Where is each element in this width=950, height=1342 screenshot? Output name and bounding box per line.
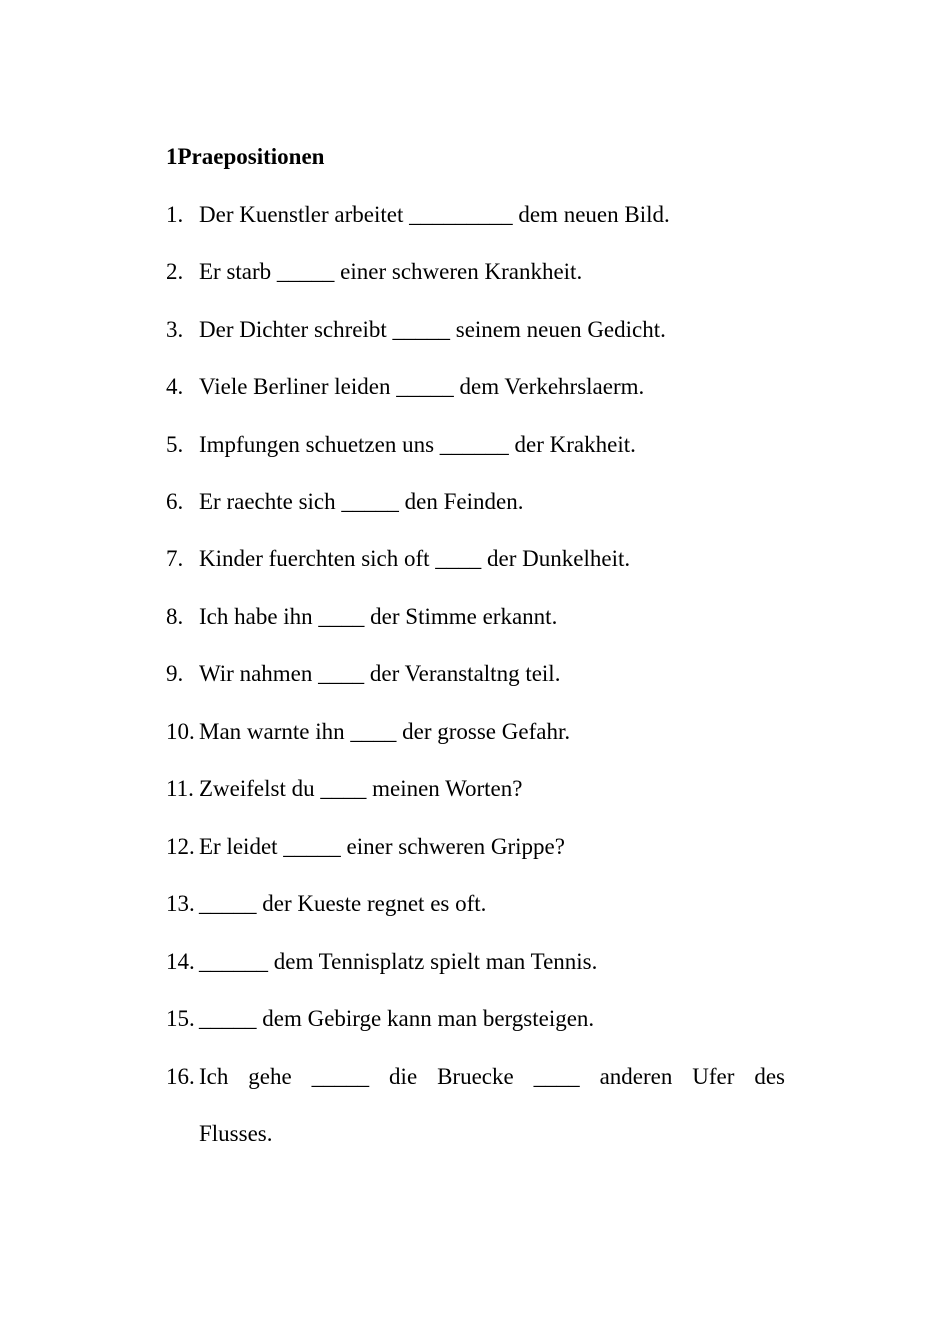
item-number: 14. — [166, 949, 195, 974]
exercise-item-16-continuation: Flusses. — [199, 1121, 273, 1146]
item-number: 13. — [166, 891, 195, 916]
item-number: 10. — [166, 719, 195, 744]
item-sentence: Zweifelst du ____ meinen Worten? — [199, 776, 523, 801]
item-sentence: Er leidet _____ einer schweren Grippe? — [199, 834, 565, 859]
item-number: 9. — [166, 661, 184, 686]
item-sentence: ______ dem Tennisplatz spielt man Tennis. — [199, 949, 598, 974]
item-number: 4. — [166, 374, 184, 399]
item-number: 5. — [166, 432, 184, 457]
item-sentence: Ich gehe _____ die Bruecke ____ anderen Ufer des — [199, 1064, 785, 1089]
item-number: 12. — [166, 834, 195, 859]
item-number: 7. — [166, 546, 184, 571]
item-sentence: _____ dem Gebirge kann man bergsteigen. — [199, 1006, 595, 1031]
item-sentence: Er raechte sich _____ den Feinden. — [199, 489, 524, 514]
item-sentence: Er starb _____ einer schweren Krankheit. — [199, 259, 583, 284]
item-number: 1. — [166, 202, 184, 227]
item-sentence: Ich habe ihn ____ der Stimme erkannt. — [199, 604, 558, 629]
item-sentence: _____ der Kueste regnet es oft. — [199, 891, 487, 916]
item-number: 15. — [166, 1006, 195, 1031]
item-number: 11. — [166, 776, 194, 801]
item-sentence: Wir nahmen ____ der Veranstaltng teil. — [199, 661, 561, 686]
item-number: 6. — [166, 489, 184, 514]
item-sentence: Der Dichter schreibt _____ seinem neuen Gedicht. — [199, 317, 666, 342]
item-number: 8. — [166, 604, 184, 629]
item-number: 16. — [166, 1064, 195, 1089]
item-sentence: Kinder fuerchten sich oft ____ der Dunkelheit. — [199, 546, 631, 571]
item-sentence: Der Kuenstler arbeitet _________ dem neuen Bild. — [199, 202, 670, 227]
item-sentence: Impfungen schuetzen uns ______ der Krakheit. — [199, 432, 636, 457]
item-number: 2. — [166, 259, 184, 284]
page-title: 1Praepositionen — [166, 144, 325, 169]
item-sentence: Man warnte ihn ____ der grosse Gefahr. — [199, 719, 571, 744]
item-sentence: Viele Berliner leiden _____ dem Verkehrslaerm. — [199, 374, 645, 399]
item-number: 3. — [166, 317, 184, 342]
